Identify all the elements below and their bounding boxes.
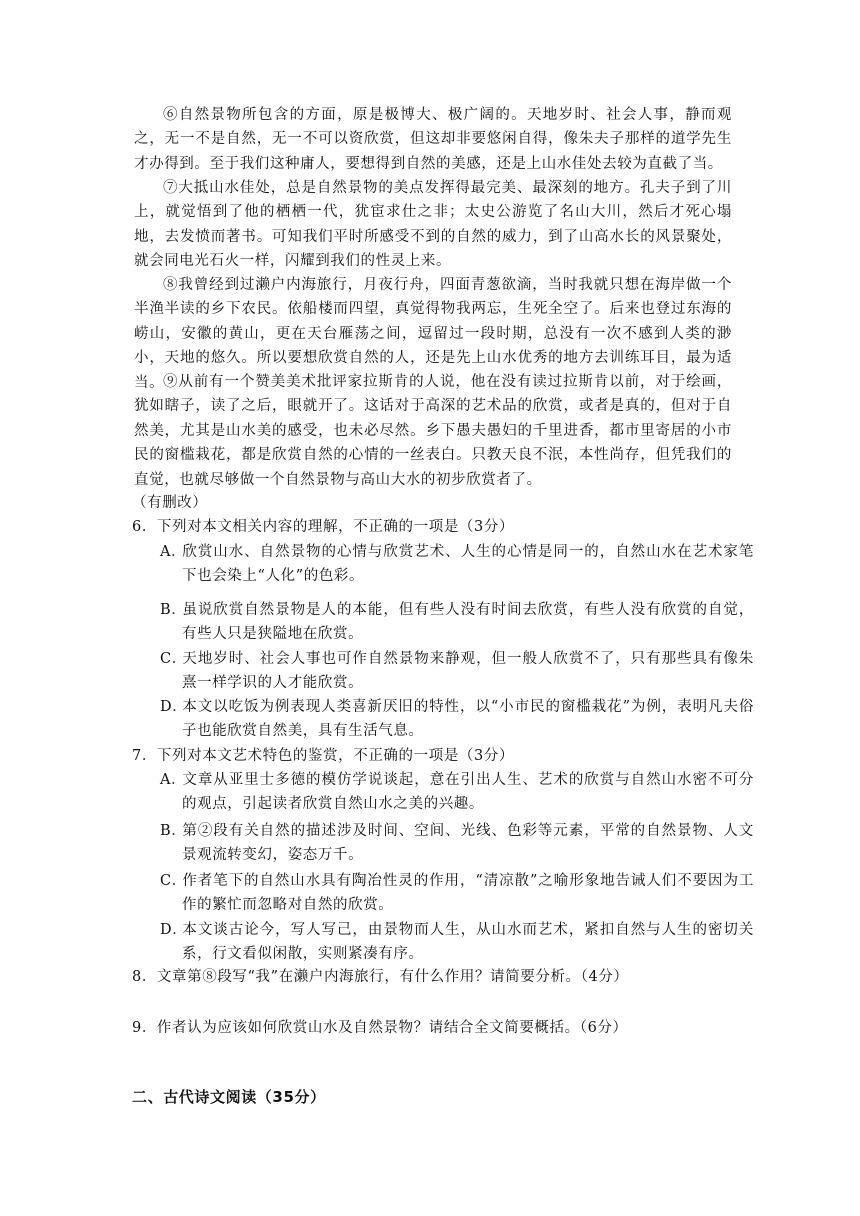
question-8: 8．文章第⑧段写“我”在濑户内海旅行，有什么作用？请简要分析。（4分） xyxy=(132,969,629,985)
question-9: 9．作者认为应该如何欣赏山水及自然景物？请结合全文简要概括。（6分） xyxy=(132,1020,628,1036)
question-6-option-a xyxy=(160,540,754,589)
question-6-option-b xyxy=(160,598,754,647)
option-label: B． xyxy=(160,602,187,618)
option-text: 第②段有关自然的描述涉及时间、空间、光线、色彩等元素，平常的自然景物、人文景观流转变幻，姿态万千。 xyxy=(182,823,754,864)
option-label: B． xyxy=(160,823,187,839)
question-6-option-d xyxy=(160,695,754,744)
option-text: 本文以吃饭为例表现人类喜新厌旧的特性，以“小市民的窗槛栽花”为例，表明凡夫俗子也能欣赏自然美，具有生活气息。 xyxy=(182,699,754,740)
option-text: 作者笔下的自然山水具有陶冶性灵的作用，“清凉散”之喻形象地告诫人们不要因为工作的繁忙而忽略对自然的欣赏。 xyxy=(182,873,754,914)
option-text: 天地岁时、社会人事也可作自然景物来静观，但一般人欣赏不了，只有那些具有像朱熹一样学识的人才能欣赏。 xyxy=(182,651,754,692)
source-note: （有删改） xyxy=(132,495,208,511)
question-7-option-b xyxy=(160,819,754,868)
paragraph-8: ⑧我曾经到过濑户内海旅行，月夜行舟，四面青葱欲滴，当时我就只想在海岸做一个半渔半读的乡下农民。依船楼而四望，真觉得物我两忘，生死全空了。后来也登过东海的崂山，安徽的黄山，更在天台雁荡之间，逗留过一段时期，总没有一次不感到人类的渺小，天地的悠久。所以要想欣赏自然的人，还是先上山水优秀的地方去训练耳目，最为适当。 xyxy=(134,277,732,391)
option-text: 欣赏山水、自然景物的心情与欣赏艺术、人生的心情是同一的，自然山水在艺术家笔下也会染上“人化”的色彩。 xyxy=(182,544,754,585)
option-label: C． xyxy=(160,651,187,667)
option-label: D． xyxy=(160,922,188,938)
option-label: A． xyxy=(160,544,187,560)
option-text: 虽说欣赏自然景物是人的本能，但有些人没有时间去欣赏，有些人没有欣赏的自觉，有些人只是狭隘地在欣赏。 xyxy=(182,602,754,643)
paragraph-7: ⑦大抵山水佳处，总是自然景物的美点发挥得最完美、最深刻的地方。孔夫子到了川上，就觉悟到了他的栖栖一代，犹宦求仕之非；太史公游览了名山大川，然后才死心塌地，去发愤而著书。可知我们平时所感受不到的自然的威力，到了山高水长的风景聚处，就会同电光石火一样，闪耀到我们的性灵上来。 xyxy=(134,180,732,270)
option-text: 文章从亚里士多德的模仿学说谈起，意在引出人生、艺术的欣赏与自然山水密不可分的观点，引起读者欣赏自然山水之美的兴趣。 xyxy=(182,772,754,813)
question-7-option-c xyxy=(160,869,754,918)
option-label: C． xyxy=(160,873,187,889)
section-2-heading: 二、古代诗文阅读（35分） xyxy=(132,1088,326,1106)
question-6-option-c xyxy=(160,647,754,696)
option-label: A． xyxy=(160,772,187,788)
option-label: D． xyxy=(160,699,188,715)
question-6-stem: 6．下列对本文相关内容的理解，不正确的一项是（3分） xyxy=(132,519,515,535)
question-7-option-d xyxy=(160,918,754,967)
question-7-stem: 7．下列对本文艺术特色的鉴赏，不正确的一项是（3分） xyxy=(132,748,515,764)
paragraph-9: ⑨从前有一个赞美美术批评家拉斯肯的人说，他在没有读过拉斯肯以前，对于绘画，犹如瞎子，读了之后，眼就开了。这话对于高深的艺术品的欣赏，或者是真的，但对于自然美，尤其是山水美的感受，也未必尽然。乡下愚夫愚妇的千里进香，都市里寄居的小市民的窗槛栽花，都是欣赏自然的心情的一丝表白。只教天良不泯，本性尚存，但凭我们的直觉，也就尽够做一个自然景物与高山大水的初步欣赏者了。 xyxy=(134,374,732,488)
question-7-option-a xyxy=(160,768,754,817)
paragraph-6: ⑥自然景物所包含的方面，原是极博大、极广阔的。天地岁时、社会人事，静而观之，无一不是自然，无一不可以资欣赏，但这却非要悠闲自得，像朱夫子那样的道学先生才办得到。至于我们这种庸人，要想得到自然的美感，还是上山水佳处去较为直截了当。 xyxy=(134,107,732,172)
option-text: 本文谈古论今，写人写己，由景物而人生，从山水而艺术，紧扣自然与人生的密切关系，行文看似闲散，实则紧凑有序。 xyxy=(182,922,754,963)
